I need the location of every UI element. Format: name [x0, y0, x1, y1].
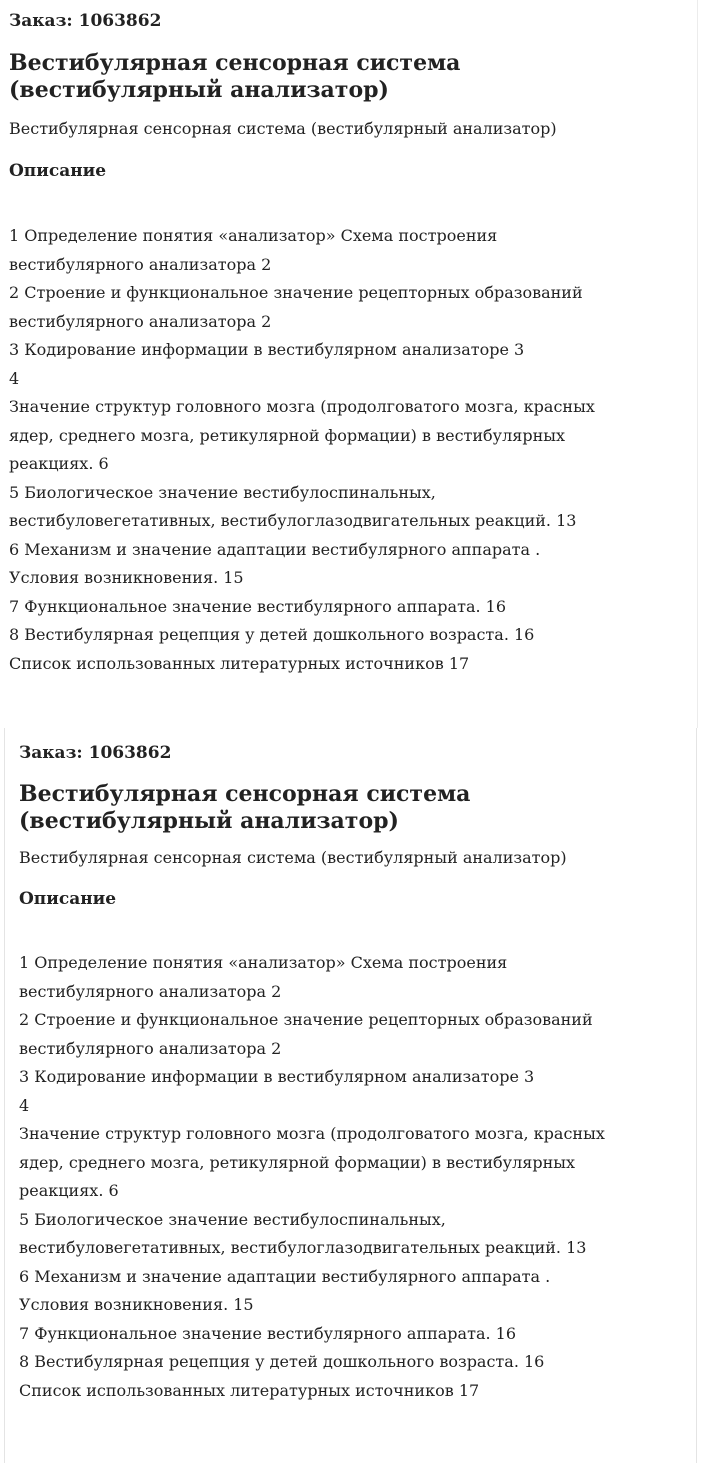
toc-line: 8 Вестибулярная рецепция у детей дошкольного возраста. 16 [9, 625, 535, 644]
page-subtitle: Вестибулярная сенсорная система (вестибулярный анализатор) [9, 119, 557, 138]
page-subtitle: Вестибулярная сенсорная система (вестибулярный анализатор) [19, 848, 567, 867]
order-card-1 [9, 0, 693, 720]
order-number: Заказ: 1063862 [19, 743, 172, 763]
description-heading: Описание [19, 889, 117, 909]
toc-line: вестибулярного анализатора 2 [9, 311, 272, 331]
page-edge-rule [697, 0, 698, 728]
toc-line: реакциях. 6 [9, 454, 109, 473]
toc-line: Список использованных литературных источников 17 [9, 653, 470, 673]
toc-line: 4 [19, 1095, 30, 1115]
toc-line: 5 Биологическое значение вестибулоспинальных, [19, 1209, 446, 1229]
toc-line: реакциях. 6 [19, 1181, 119, 1200]
toc-line: 1 Определение понятия «анализатор» Схема построения [19, 953, 508, 972]
toc-line: ядер, среднего мозга, ретикулярной формации) в вестибулярных [19, 1152, 576, 1172]
toc-line: вестибуловегетативных, вестибулоглазодвигательных реакций. 13 [19, 1238, 587, 1257]
toc-line: вестибулярного анализатора 2 [19, 1038, 282, 1058]
toc-line: 2 Строение и функциональное значение рецепторных образований [19, 1010, 593, 1029]
toc-line: 7 Функциональное значение вестибулярного аппарата. 16 [19, 1323, 517, 1343]
toc-line: 2 Строение и функциональное значение рецепторных образований [9, 283, 583, 302]
toc-line: 8 Вестибулярная рецепция у детей дошкольного возраста. 16 [19, 1352, 545, 1371]
toc-line: Список использованных литературных источников 17 [19, 1380, 480, 1400]
description-heading: Описание [9, 161, 107, 181]
table-of-contents [9, 222, 684, 678]
page-title: Вестибулярная сенсорная система (вестибулярный анализатор) [19, 781, 471, 834]
toc-line: Условия возникновения. 15 [9, 568, 244, 587]
order-number: Заказ: 1063862 [9, 11, 162, 31]
page-title: Вестибулярная сенсорная система (вестибулярный анализатор) [9, 50, 461, 103]
toc-line: 6 Механизм и значение адаптации вестибулярного аппарата . [9, 539, 541, 559]
toc-line: Значение структур головного мозга (продолговатого мозга, красных [19, 1124, 605, 1143]
toc-line: вестибулярного анализатора 2 [9, 254, 272, 274]
toc-line: 5 Биологическое значение вестибулоспинальных, [9, 482, 436, 502]
toc-line: Условия возникновения. 15 [19, 1295, 254, 1314]
toc-line: 1 Определение понятия «анализатор» Схема построения [9, 226, 498, 245]
toc-line: вестибулярного анализатора 2 [19, 981, 282, 1001]
table-of-contents [19, 949, 694, 1405]
toc-line: 7 Функциональное значение вестибулярного аппарата. 16 [9, 596, 507, 616]
toc-line: вестибуловегетативных, вестибулоглазодвигательных реакций. 13 [9, 511, 577, 530]
toc-line: Значение структур головного мозга (продолговатого мозга, красных [9, 397, 595, 416]
toc-line: 3 Кодирование информации в вестибулярном анализаторе 3 [9, 340, 525, 359]
toc-line: 4 [9, 368, 20, 388]
toc-line: 6 Механизм и значение адаптации вестибулярного аппарата . [19, 1266, 551, 1286]
toc-line: 3 Кодирование информации в вестибулярном анализаторе 3 [19, 1067, 535, 1086]
order-card-2 [4, 728, 697, 1463]
toc-line: ядер, среднего мозга, ретикулярной формации) в вестибулярных [9, 425, 566, 445]
